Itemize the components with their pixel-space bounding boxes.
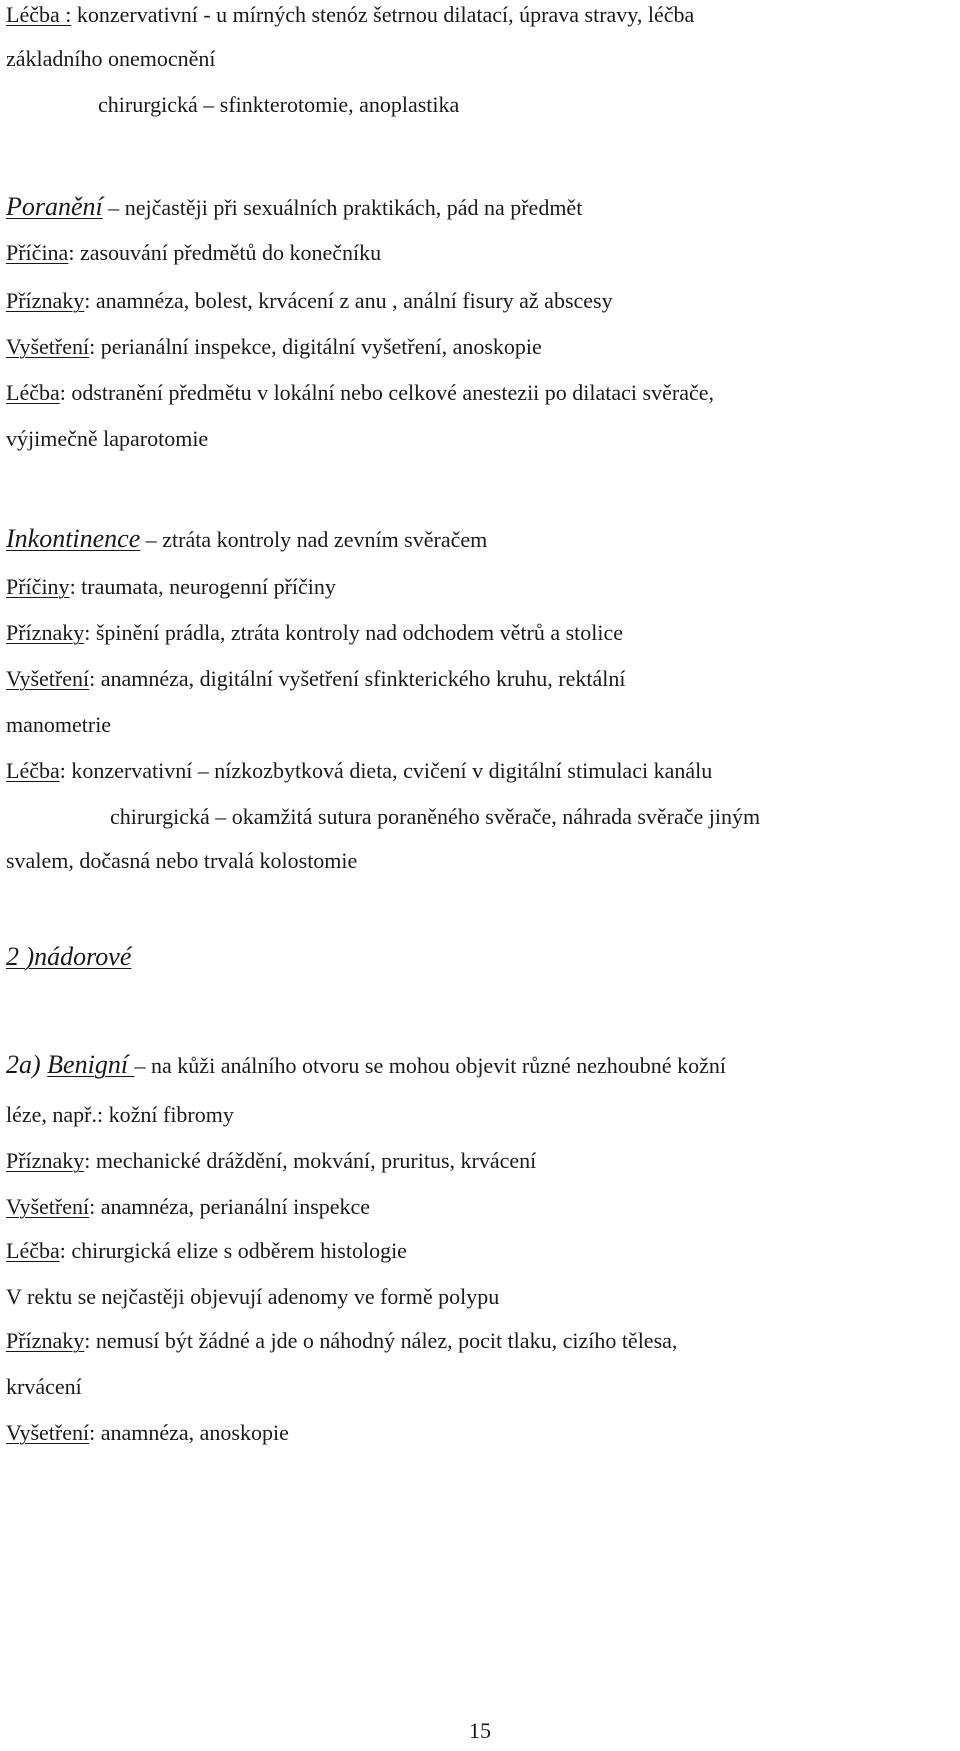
- vysetreni-line: [6, 666, 625, 692]
- page-number: 15: [469, 1718, 491, 1743]
- line-text: manometrie: [6, 712, 112, 737]
- heading-pricina: Příčina: [6, 240, 69, 265]
- heading-lecba: Léčba: [6, 380, 60, 405]
- section-poraneni: [6, 192, 582, 222]
- section-inkontinence: [6, 524, 487, 554]
- priznaky-line: [6, 620, 623, 646]
- heading-priznaky: Příznaky: [6, 620, 85, 645]
- text-line-indented: [98, 92, 459, 118]
- line-text: chirurgická – okamžitá sutura poraněného svěrače, náhrada svěrače jiným: [110, 804, 761, 829]
- heading-priznaky: Příznaky: [6, 1328, 85, 1353]
- line-text: : anamnéza, perianální inspekce: [89, 1194, 371, 1219]
- section-benigni: [6, 1050, 726, 1080]
- section-prefix: 2a): [6, 1050, 48, 1079]
- heading-priciny: Příčiny: [6, 574, 70, 599]
- section-nadorove: [6, 942, 131, 972]
- lecba-stenoza-line: [6, 2, 694, 28]
- line-text: : špinění prádla, ztráta kontroly nad odchodem větrů a stolice: [84, 620, 624, 645]
- heading-priznaky: Příznaky: [6, 1148, 85, 1173]
- lecba-line: [6, 380, 714, 406]
- line-text: : mechanické dráždění, mokvání, pruritus, krvácení: [84, 1148, 537, 1173]
- line-text: chirurgická – sfinkterotomie, anoplastika: [98, 92, 460, 117]
- line-text: : konzervativní – nízkozbytková dieta, cvičení v digitální stimulaci kanálu: [59, 758, 713, 783]
- line-text: konzervativní - u mírných stenóz šetrnou dilatací, úprava stravy, léčba: [71, 2, 695, 27]
- heading-vysetreni: Vyšetření: [6, 666, 90, 691]
- line-text: : anamnéza, anoskopie: [89, 1420, 289, 1445]
- line-text: svalem, dočasná nebo trvalá kolostomie: [6, 848, 358, 873]
- line-text: – na kůži análního otvoru se mohou objevit různé nezhoubné kožní: [134, 1053, 726, 1078]
- text-line: [6, 1374, 82, 1400]
- pricina-line: [6, 240, 381, 266]
- priznaky-line: [6, 1328, 677, 1354]
- line-text: V rektu se nejčastěji objevují adenomy ve formě polypu: [6, 1284, 500, 1309]
- lecba-line: [6, 758, 712, 784]
- section-heading-benigni: Benigní: [47, 1050, 135, 1079]
- priciny-line: [6, 574, 336, 600]
- text-line: [6, 1102, 234, 1128]
- heading-vysetreni: Vyšetření: [6, 334, 90, 359]
- line-text: : anamnéza, bolest, krvácení z anu , anální fisury až abscesy: [84, 288, 613, 313]
- line-text: : nemusí být žádné a jde o náhodný nález, pocit tlaku, cizího tělesa,: [84, 1328, 678, 1353]
- priznaky-line: [6, 1148, 536, 1174]
- text-line: [6, 46, 216, 72]
- line-text: : traumata, neurogenní příčiny: [69, 574, 336, 599]
- vysetreni-line: [6, 334, 542, 360]
- line-text: léze, např.: kožní fibromy: [6, 1102, 234, 1127]
- section-heading-poraneni: Poranění: [6, 192, 103, 221]
- vysetreni-line: [6, 1194, 370, 1220]
- heading-lecba: Léčba :: [6, 2, 72, 27]
- heading-lecba: Léčba: [6, 1238, 60, 1263]
- text-line: [6, 1284, 499, 1310]
- line-text: : odstranění předmětu v lokální nebo celkové anestezii po dilataci svěrače,: [59, 380, 714, 405]
- line-text: : perianální inspekce, digitální vyšetření, anoskopie: [89, 334, 542, 359]
- text-line-indented: [110, 804, 760, 830]
- line-text: – nejčastěji při sexuálních praktikách, pád na předmět: [102, 195, 583, 220]
- line-text: : zasouvání předmětů do konečníku: [68, 240, 382, 265]
- text-line: [6, 848, 357, 874]
- line-text: základního onemocnění: [6, 46, 216, 71]
- heading-priznaky: Příznaky: [6, 288, 85, 313]
- section-heading-inkontinence: Inkontinence: [6, 524, 141, 553]
- text-line: [6, 712, 111, 738]
- section-heading-nadorove: 2 )nádorové: [6, 942, 132, 971]
- heading-lecba: Léčba: [6, 758, 60, 783]
- heading-vysetreni: Vyšetření: [6, 1420, 90, 1445]
- line-text: : chirurgická elize s odběrem histologie: [59, 1238, 407, 1263]
- priznaky-line: [6, 288, 613, 314]
- line-text: – ztráta kontroly nad zevním svěračem: [140, 527, 488, 552]
- line-text: krvácení: [6, 1374, 82, 1399]
- vysetreni-line: [6, 1420, 289, 1446]
- lecba-line: [6, 1238, 407, 1264]
- text-line: [6, 426, 208, 452]
- line-text: výjimečně laparotomie: [6, 426, 209, 451]
- line-text: : anamnéza, digitální vyšetření sfinkterického kruhu, rektální: [89, 666, 626, 691]
- heading-vysetreni: Vyšetření: [6, 1194, 90, 1219]
